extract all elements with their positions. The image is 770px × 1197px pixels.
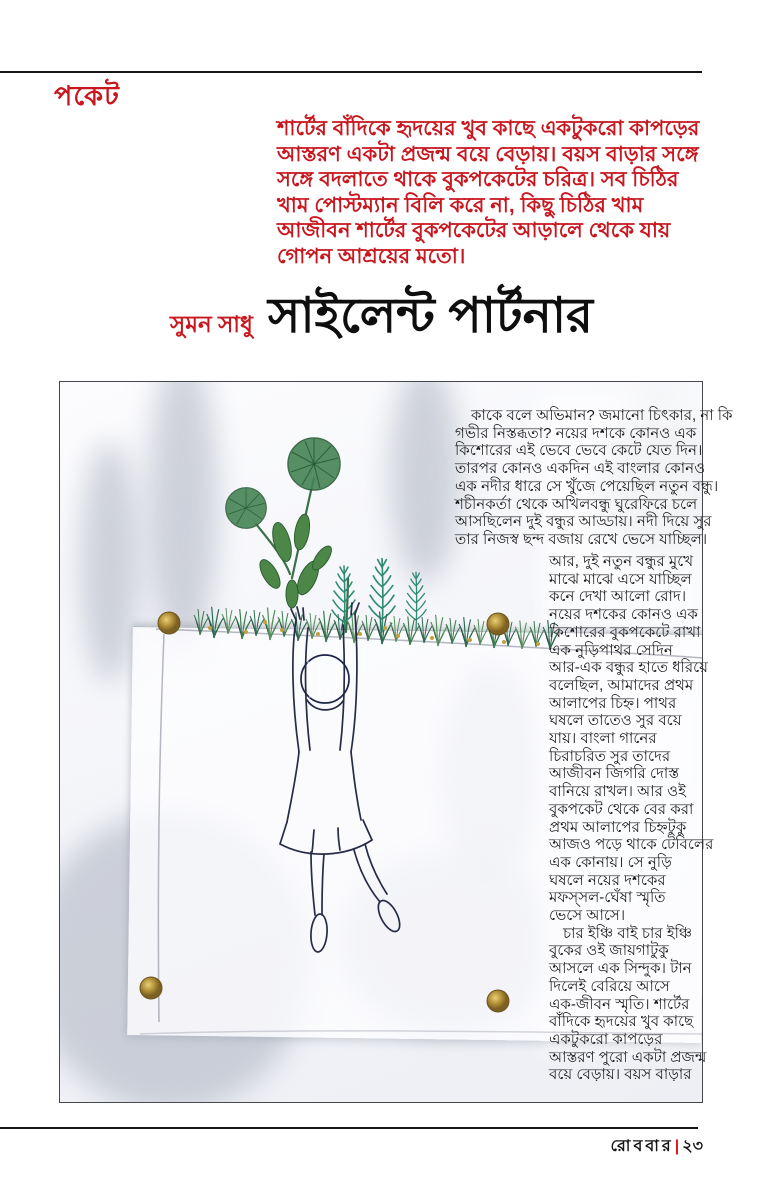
- article-title: সাইলেন্ট পার্টনার: [268, 289, 594, 343]
- footer: [403, 1133, 703, 1160]
- text-line: আলাপের চিহ্ন। পাথর: [549, 694, 677, 712]
- header-rule: [0, 71, 702, 73]
- text-line: যায়। বাংলা গানের: [549, 730, 657, 748]
- text-line: মাঝে মাঝে এসে যাচ্ছিল: [549, 570, 692, 588]
- text-line: আর, দুই নতুন বন্ধুর মুখে: [549, 553, 694, 570]
- text-line: চিরাচরিত সুর তাদের: [549, 747, 671, 765]
- text-line: ভেসে আসে।: [549, 907, 626, 925]
- round-leaf-plant-icon: [226, 438, 340, 528]
- intro-paragraph: [277, 116, 727, 269]
- text-line: আস্তরণ একটা প্রজন্ম বয়ে বেড়ায়। বয়স বাড়ার সঙ্গে: [277, 142, 699, 166]
- brass-studs-icon: [140, 612, 509, 1012]
- author-name: সুমন সাধু: [170, 311, 253, 337]
- text-line: আস্তরণ পুরো একটা প্রজন্ম: [549, 1048, 707, 1066]
- text-line: আসলে এক সিন্দুক। টান: [549, 960, 692, 978]
- text-line: এক কোনায়। সে নুড়ি: [549, 853, 672, 871]
- text-line: কনে দেখা আলো রোদ।: [549, 588, 687, 606]
- footer-separator: |: [674, 1138, 680, 1155]
- section-label: পকেট: [54, 81, 120, 111]
- text-line: কিশোরের বুকপকেটে রাখা: [549, 623, 701, 641]
- text-line: এক নুড়িপাথর সেদিন: [549, 641, 673, 659]
- text-line: শচীনকর্তা থেকে অখিলবন্ধু ঘুরেফিরে চলে: [455, 495, 698, 513]
- text-line: আজীবন জিগরি দোস্ত: [549, 765, 680, 783]
- text-line: খাম পোস্টম্যান বিলি করে না, কিছু চিঠির খাম: [277, 193, 644, 217]
- text-line: ঘষলে নয়ের দশকের: [549, 871, 666, 889]
- text-line: এক নদীর ধারে সে খুঁজে পেয়েছিল নতুন বন্ধু।: [455, 477, 719, 495]
- footer-rule: [0, 1127, 698, 1129]
- text-line: গভীর নিস্তব্ধতা? নয়ের দশকে কোনও এক: [455, 424, 697, 442]
- text-line: নয়ের দশকের কোনও এক: [549, 606, 698, 624]
- text-line: গোপন আশ্রয়ের মতো।: [277, 244, 466, 268]
- text-line: প্রথম আলাপের চিহ্নটুকু: [549, 818, 687, 836]
- plant-stems-icon: [256, 478, 348, 632]
- text-line: কাকে বলে অভিমান? জমানো চিৎকার, না কি: [471, 407, 733, 424]
- text-line: কিশোরের এই ভেবে ভেবে কেটে যেত দিন।: [455, 442, 703, 460]
- text-line: বুকপকেট থেকে বের করা: [549, 800, 694, 818]
- text-line: বানিয়ে রাখল। আর ওই: [549, 783, 686, 801]
- text-line: চার ইঞ্চি বাই চার ইঞ্চি: [563, 924, 692, 942]
- text-line: বুকের ওই জায়গাটুকু: [549, 942, 669, 960]
- text-line: এক-জীবন স্মৃতি। শার্টের: [549, 995, 690, 1013]
- text-line: সঙ্গে বদলাতে থাকে বুকপকেটের চরিত্র। সব চিঠির: [277, 168, 679, 191]
- magazine-name: রোববার: [610, 1138, 674, 1155]
- text-line: একটুকরো কাপড়ের: [549, 1030, 663, 1048]
- text-line: দিলেই বেরিয়ে আসে: [549, 977, 670, 995]
- text-line: বলেছিল, আমাদের প্রথম: [549, 676, 694, 694]
- page-number: ২৩: [682, 1138, 703, 1155]
- text-line: আজও পড়ে থাকে টেবিলের: [549, 836, 714, 854]
- text-line: তারপর কোনও একদিন এই বাংলার কোনও: [455, 460, 706, 478]
- text-line: আর-এক বন্ধুর হাতে ধরিয়ে: [549, 659, 708, 677]
- text-line: তার নিজস্ব ছন্দ বজায় রেখে ভেসে যাচ্ছিল।: [455, 530, 708, 548]
- text-line: বয়ে বেড়ায়। বয়স বাড়ার: [549, 1066, 692, 1084]
- text-line: মফস্সল-ঘেঁষা স্মৃতি: [549, 889, 666, 907]
- text-line: ঘষলে তাতেও সুর বয়ে: [549, 712, 682, 730]
- article-body-wide: [455, 407, 733, 549]
- text-line: আসছিলেন দুই বন্ধুর আড্ডায়। নদী দিয়ে সুর: [455, 513, 712, 531]
- text-line: আজীবন শার্টের বুকপকেটের আড়ালে থেকে যায়: [277, 219, 671, 242]
- girl-embroidery-icon: [280, 603, 404, 953]
- article-body-narrow: [549, 553, 714, 1084]
- text-line: শার্টের বাঁদিকে হৃদয়ের খুব কাছে একটুকরো কাপড়ের: [277, 117, 700, 140]
- text-line: বাঁদিকে হৃদয়ের খুব কাছে: [549, 1013, 694, 1031]
